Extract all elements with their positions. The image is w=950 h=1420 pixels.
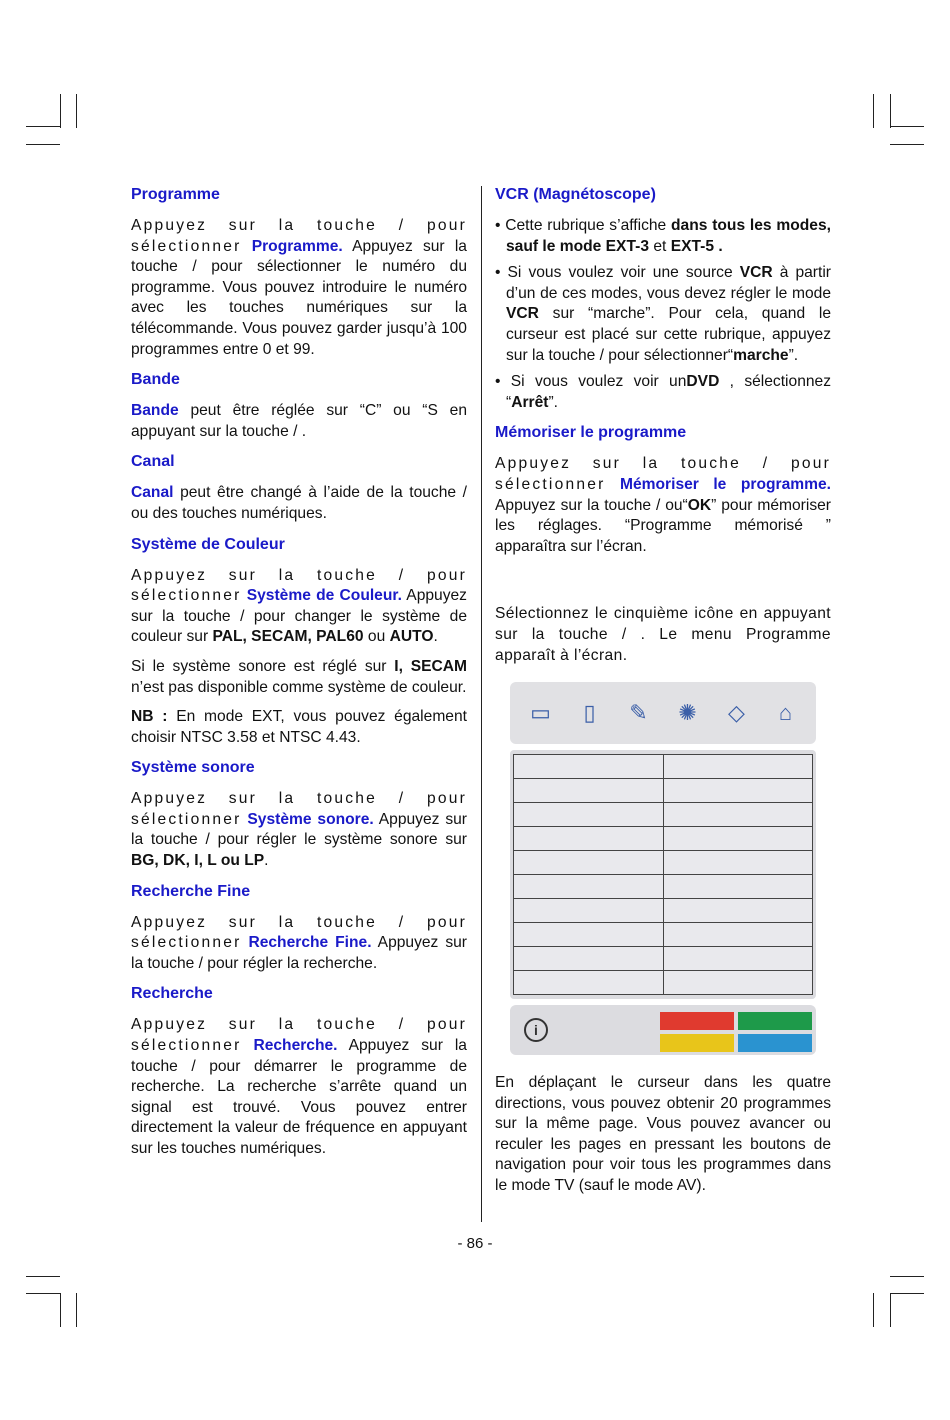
- spacer: [495, 566, 831, 604]
- crop-mark: [26, 144, 60, 145]
- table-cell: [663, 827, 813, 851]
- table-cell: [663, 803, 813, 827]
- table-cell: [514, 947, 664, 971]
- para-recherche: Appuyez sur la touche / pour sélectionner Recherche. Appuyez sur la touche / pour démarrer le programme de recherche. La recherche s’arrête quand un signal est trouvé. Vous pouvez entrer directement la valeur de fréquence en appuyant sur les touches numériques.: [131, 1016, 467, 1157]
- crop-mark: [890, 126, 924, 127]
- page-icon: ◇: [728, 699, 745, 725]
- crop-mark: [60, 1293, 61, 1327]
- para-intro: Sélectionnez le cinquième icône en appuyant sur la touche / . Le menu Programme apparaît à l’écran.: [495, 605, 831, 664]
- table-row: [514, 899, 813, 923]
- programme-table: [513, 754, 813, 995]
- table-cell: [514, 875, 664, 899]
- left-column: [131, 184, 467, 1169]
- page-number: - 86 -: [457, 1235, 493, 1252]
- programme-menu-illustration: [510, 682, 816, 1055]
- column-divider: [481, 186, 482, 1222]
- list-item: • Cette rubrique s’affiche dans tous les modes, sauf le mode EXT-3 et EXT-5 .: [495, 217, 831, 255]
- crop-mark: [76, 1293, 77, 1327]
- para-bande: Bande peut être réglée sur “C” ou “S en appuyant sur la touche / .: [131, 402, 467, 440]
- para-recherche-fine: Appuyez sur la touche / pour sélectionner Recherche Fine. Appuyez sur la touche / pour régler la recherche.: [131, 913, 467, 972]
- table-cell: [514, 971, 664, 995]
- table-row: [514, 779, 813, 803]
- red-button: [660, 1012, 734, 1030]
- crop-mark: [60, 94, 61, 128]
- crop-mark: [890, 1293, 891, 1327]
- table-cell: [663, 779, 813, 803]
- table-cell: [663, 899, 813, 923]
- heading-recherche: Recherche: [131, 985, 213, 1003]
- table-cell: [514, 899, 664, 923]
- heading-systeme-sonore: Système sonore: [131, 759, 255, 777]
- list-item: • Si vous voulez voir unDVD , sélectionnez “Arrêt”.: [495, 373, 832, 411]
- menu-table: [510, 750, 816, 999]
- table-cell: [663, 755, 813, 779]
- crop-mark: [26, 1276, 60, 1277]
- table-cell: [663, 971, 813, 995]
- para-canal: Canal peut être changé à l’aide de la touche / ou des touches numériques.: [131, 484, 467, 522]
- table-row: [514, 971, 813, 995]
- table-cell: [663, 947, 813, 971]
- crop-mark: [890, 94, 891, 128]
- table-row: [514, 947, 813, 971]
- para-nb: NB : En mode EXT, vous pouvez également choisir NTSC 3.58 et NTSC 4.43.: [131, 708, 467, 746]
- list-item: • Si vous voulez voir une source VCR à partir d’un de ces modes, vous devez régler le mode VCR sur “marche”. Pour cela, quand le curseur est placé sur cette rubrique, appuyez sur la touche / pour sélectionner“marche”.: [495, 264, 831, 364]
- crop-mark: [26, 1293, 60, 1294]
- heading-canal: Canal: [131, 453, 175, 471]
- table-cell: [663, 923, 813, 947]
- heading-systeme-couleur: Système de Couleur: [131, 535, 285, 553]
- table-cell: [514, 779, 664, 803]
- heading-memoriser: Mémoriser le programme: [495, 424, 687, 442]
- table-cell: [663, 875, 813, 899]
- crop-mark: [890, 1276, 924, 1277]
- crop-mark: [76, 94, 77, 128]
- blue-button: [738, 1034, 812, 1052]
- heading-bande: Bande: [131, 371, 180, 389]
- para-memoriser: Appuyez sur la touche / pour sélectionner Mémoriser le programme. Appuyez sur la touche / ou“OK” pour mémoriser les réglages. “Programme mémorisé ” apparaîtra sur l’écran.: [495, 455, 831, 555]
- speaker-icon: ▯: [583, 699, 596, 725]
- tools-icon: ✎: [629, 699, 648, 725]
- para-outro: En déplaçant le curseur dans les quatre directions, vous pouvez obtenir 20 programmes sur la même page. Vous pouvez avancer ou reculer les pages en pressant les boutons de navigation pour voir tous les programmes dans le mode TV (sauf le mode AV).: [495, 1074, 831, 1195]
- heading-recherche-fine: Recherche Fine: [131, 882, 251, 900]
- table-cell: [663, 851, 813, 875]
- crop-mark: [873, 1293, 874, 1327]
- table-row: [514, 923, 813, 947]
- table-row: [514, 755, 813, 779]
- info-icon: i: [524, 1018, 548, 1042]
- para-systeme-sonore-note: Si le système sonore est réglé sur I, SECAM n’est pas disponible comme système de couleur.: [131, 657, 468, 696]
- table-cell: [514, 827, 664, 851]
- menu-footer: [510, 1005, 816, 1055]
- table-cell: [514, 755, 664, 779]
- table-cell: [514, 923, 664, 947]
- para-programme: Appuyez sur la touche / pour sélectionner Programme. Appuyez sur la touche / pour sélectionner le numéro du programme. Vous pouvez introduire le numéro avec les touches numériques sur la télécommande. Vous pouvez garder jusqu’à 100 programmes entre 0 et 99.: [131, 217, 467, 358]
- para-systeme-sonore: Appuyez sur la touche / pour sélectionner Système sonore. Appuyez sur la touche / pour régler le système sonore sur BG, DK, I, L ou LP.: [131, 790, 467, 870]
- crop-mark: [873, 94, 874, 128]
- table-row: [514, 827, 813, 851]
- antenna-icon: ✺: [678, 699, 697, 725]
- table-cell: [514, 851, 664, 875]
- right-column: [495, 184, 831, 1206]
- vcr-bullets: [495, 216, 831, 413]
- crop-mark: [890, 1293, 924, 1294]
- table-row: [514, 875, 813, 899]
- table-row: [514, 803, 813, 827]
- heading-programme: Programme: [131, 186, 220, 203]
- para-systeme-couleur: Appuyez sur la touche / pour sélectionner Système de Couleur. Appuyez sur la touche / pour changer le système de couleur sur PAL, SECAM, PAL60 ou AUTO.: [131, 566, 467, 646]
- tv-icon: ▭: [530, 699, 551, 725]
- table-cell: [514, 803, 664, 827]
- satellite-icon: ⌂: [778, 699, 793, 725]
- menu-icon-bar: [510, 682, 816, 744]
- yellow-button: [660, 1034, 734, 1052]
- crop-mark: [26, 126, 60, 127]
- green-button: [738, 1012, 812, 1030]
- crop-mark: [890, 144, 924, 145]
- heading-vcr: VCR (Magnétoscope): [495, 186, 656, 203]
- table-row: [514, 851, 813, 875]
